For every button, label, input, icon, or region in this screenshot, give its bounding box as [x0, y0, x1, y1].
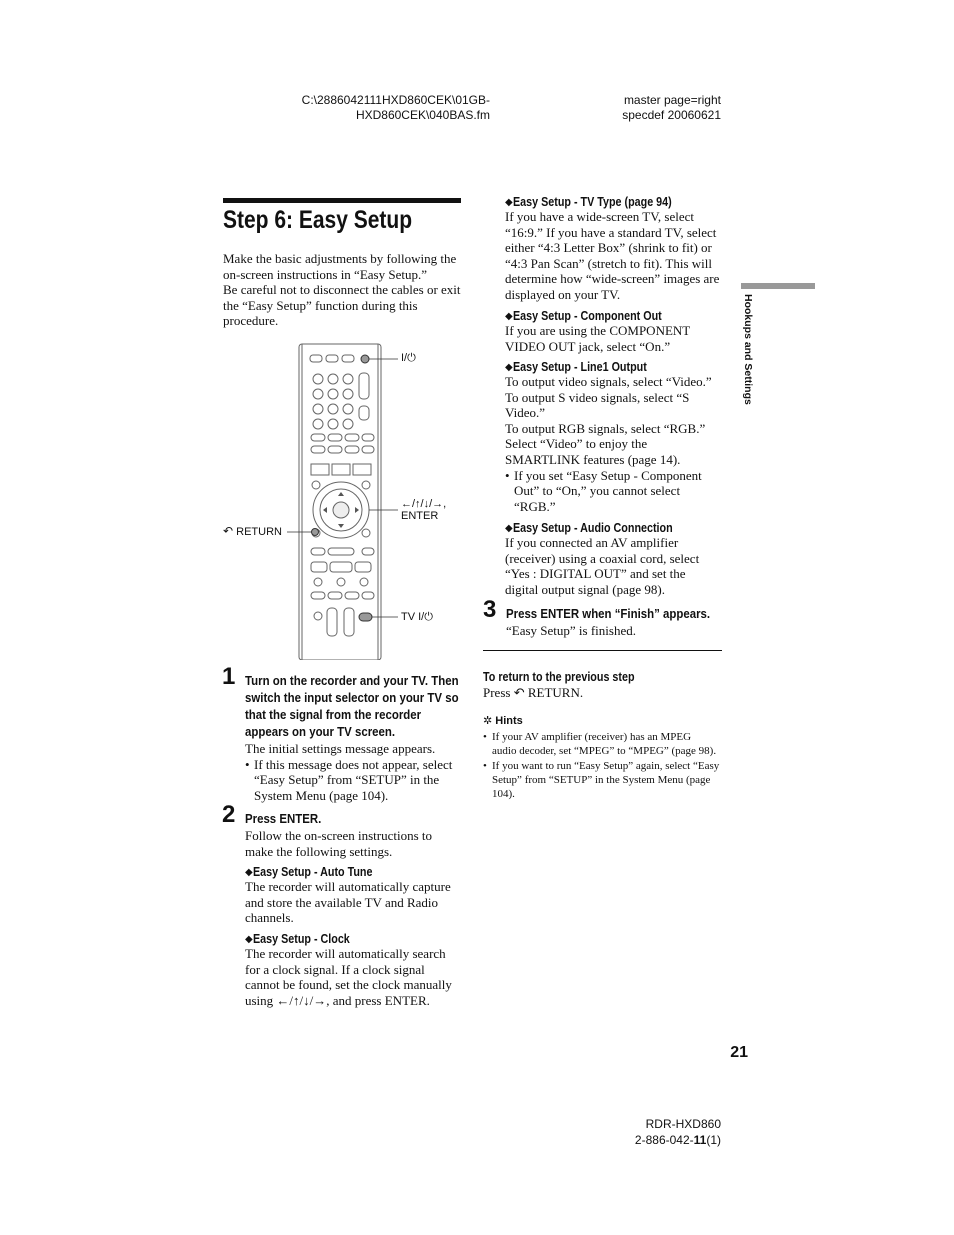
step-number: 1 [222, 663, 236, 690]
setting-heading: Easy Setup - Component Out [512, 309, 662, 323]
setting-audio-connection [505, 519, 725, 597]
step-number: 3 [483, 596, 497, 623]
title-rule [223, 198, 461, 203]
return-section-text: Press ↶ RETURN. [483, 685, 584, 700]
setting-text: The recorder will automatically search for a clock signal. If a clock signal cannot be found, set the clock manually using ←/↑/↓/→, and press ENTER. [245, 946, 452, 1008]
file-path [250, 93, 490, 123]
step-title: Press ENTER. [245, 811, 322, 826]
master-page-info [560, 93, 721, 123]
intro-paragraph [223, 251, 468, 329]
intro-line: procedure. [223, 313, 279, 329]
setting-heading: Easy Setup - Audio Connection [512, 521, 673, 535]
hint-item: • If you want to run “Easy Setup” again, select “Easy Setup” from “SETUP” in the System Menu (page 104). [483, 759, 722, 801]
setting-line1-output [505, 358, 725, 514]
intro-line: on-screen instructions in “Easy Setup.” [223, 266, 427, 282]
setting-bullet: • If you set “Easy Setup - Component Out” to “On,” you cannot select “RGB.” [505, 468, 714, 515]
setting-text: To output video signals, select “Video.” To output S video signals, select “S Video.” [505, 374, 712, 421]
setting-heading: Easy Setup - Clock [252, 932, 350, 946]
file-path-line2: HXD860CEK\040BAS.fm [355, 108, 490, 122]
arrows-label: ←/↑/↓/→, [401, 498, 447, 510]
intro-line: Make the basic adjustments by following the [223, 251, 457, 266]
setting-heading: Easy Setup - TV Type (page 94) [512, 195, 672, 209]
master-line2: specdef 20060621 [622, 108, 721, 122]
return-section [483, 668, 723, 701]
setting-tv-type [505, 193, 725, 303]
step-text: The initial settings message appears. • If this message does not appear, select “Easy Setup” from “SETUP” in the System Menu (page 104). [245, 741, 465, 803]
intro-line: the “Easy Setup” function during this [223, 297, 418, 313]
diamond-icon: ◆ [505, 362, 513, 373]
setting-auto-tune [245, 863, 470, 926]
file-path-line1: C:\2886042111HXD860CEK\01GB- [301, 93, 490, 107]
lightbulb-icon: ✲ [483, 715, 493, 727]
hints-heading: ✲ Hints [483, 715, 523, 727]
return-arrow-icon: ↶ [223, 524, 234, 538]
hint-item: • If your AV amplifier (receiver) has an MPEG audio decoder, set “MPEG” to “MPEG” (page 98). [483, 730, 717, 758]
diamond-icon: ◆ [245, 934, 253, 945]
hints-box [483, 714, 723, 801]
setting-heading: Easy Setup - Line1 Output [512, 360, 647, 374]
step-bullet: • If this message does not appear, select “Easy Setup” from “SETUP” in the System Menu (page 104). [245, 757, 465, 804]
side-tab-bar [741, 283, 815, 289]
page-number: 21 [730, 1044, 748, 1061]
setting-text: The recorder will automatically capture and store the available TV and Radio channels. [245, 879, 451, 926]
section-divider [483, 650, 722, 651]
setting-heading: Easy Setup - Auto Tune [252, 865, 373, 879]
side-tab [740, 294, 754, 414]
return-section-heading: To return to the previous step [483, 670, 635, 684]
step-text: “Easy Setup” is finished. [506, 623, 636, 638]
setting-text: If you are using the COMPONENT VIDEO OUT jack, select “On.” [505, 323, 690, 354]
return-label [223, 524, 282, 538]
step-number: 2 [222, 801, 236, 828]
footer-model: RDR-HXD860 [645, 1117, 721, 1131]
diamond-icon: ◆ [505, 523, 513, 534]
diamond-icon: ◆ [245, 867, 253, 878]
setting-component-out [505, 307, 725, 354]
setting-text: If you have a wide-screen TV, select “16:9.” If you have a standard TV, select either “4:3 Letter Box” (shrink to fit) or “4:3 Pan Scan” (stretch to fit). This will determine how “wide-screen” images are displayed on your TV. [505, 209, 720, 302]
return-arrow-icon: ↶ [513, 685, 525, 700]
enter-label: ENTER [401, 510, 439, 522]
step-title: Turn on the recorder and your TV. Then switch the input selector on your TV so that the signal from the recorder appears on your TV screen. [245, 673, 459, 739]
footer-code: 2-886-042-11(1) [634, 1133, 721, 1147]
side-tab-label: Hookups and Settings [742, 294, 754, 405]
intro-line: Be careful not to disconnect the cables or exit [223, 282, 461, 298]
step-title: Press ENTER when “Finish” appears. [506, 606, 711, 621]
setting-clock [245, 930, 470, 1008]
step-text: Follow the on-screen instructions to make the following settings. [245, 828, 433, 859]
page-title: Step 6: Easy Setup [223, 206, 413, 234]
master-line1: master page=right [623, 93, 721, 107]
diamond-icon: ◆ [505, 311, 513, 322]
power-label: I/⏻ [401, 352, 416, 364]
setting-text: To output RGB signals, select “RGB.” Select “Video” to enjoy the SMARTLINK features (page 14). [505, 420, 706, 467]
diamond-icon: ◆ [505, 197, 513, 208]
return-label-text: RETURN [236, 526, 282, 538]
tv-power-label: TV I/⏻ [401, 611, 433, 623]
setting-text: If you connected an AV amplifier (receiver) using a coaxial cord, select “Yes : DIGITAL OUT” and set the digital output signal (page 98). [505, 535, 700, 597]
